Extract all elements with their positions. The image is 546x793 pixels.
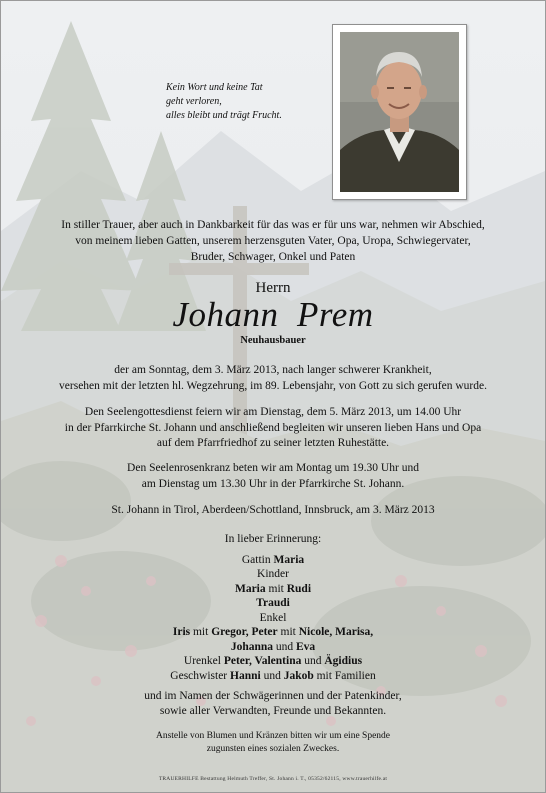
portrait-photo <box>340 32 459 192</box>
mourners-list <box>1 532 545 718</box>
closing-line: und im Namen der Schwägerinnen und der Patenkinder, <box>144 690 402 702</box>
paragraph-line: Den Seelenrosenkranz beten wir am Montag um 19.30 Uhr und <box>127 462 419 474</box>
paragraph-line: auf dem Pfarrfriedhof zu seiner letzten Ruhestätte. <box>156 437 390 449</box>
label: Gattin <box>241 553 271 566</box>
occupation: Neuhausbauer <box>240 335 306 346</box>
connector: mit <box>192 626 209 638</box>
mourner-line-wife <box>1 553 545 568</box>
connector: und <box>275 640 294 653</box>
mourner-line-child <box>1 582 545 597</box>
label: Urenkel <box>183 655 221 667</box>
name: Maria <box>234 582 266 595</box>
paragraph-line: am Dienstag um 13.30 Uhr in der Pfarrkirche St. Johann. <box>141 477 405 490</box>
memory-heading: In lieber Erinnerung: <box>224 533 322 545</box>
intro-line: In stiller Trauer, aber auch in Dankbarkeit für das was er für uns war, nehmen wir Abschied, <box>61 219 485 231</box>
first-name: Johann <box>172 295 279 334</box>
connector: mit <box>280 626 296 638</box>
name: Jakob <box>283 669 314 682</box>
quote-line: geht verloren, <box>166 96 222 107</box>
name: Hanni <box>230 669 261 682</box>
intro-text <box>1 217 545 265</box>
name: Johanna <box>230 640 273 653</box>
connector: mit Familien <box>316 669 376 682</box>
intro-line: Bruder, Schwager, Onkel und Paten <box>190 251 356 263</box>
funeral-home-footer: TRAUERHILFE Bestattung Helmuth Treffer, St. Johann i. T., 05352/62115, www.trauerhilfe.at <box>158 776 388 782</box>
last-name: Prem <box>297 295 374 334</box>
name: Rudi <box>286 582 312 595</box>
mourner-line-grandchild <box>1 625 545 640</box>
name: Gregor, Peter <box>211 626 278 638</box>
closing-line: sowie aller Verwandten, Freunde und Bekannten. <box>159 704 387 717</box>
mourner-line-child <box>1 596 545 611</box>
name: Peter, Valentina <box>223 655 302 667</box>
death-notice-paragraph <box>1 363 545 394</box>
children-label: Kinder <box>257 568 289 580</box>
place-date-line <box>1 503 545 519</box>
quote-line: alles bleibt und trägt Frucht. <box>166 110 282 121</box>
mourner-line-grandchild <box>1 640 545 655</box>
donation-line: zugunsten eines sozialen Zweckes. <box>206 744 340 754</box>
paragraph-line: in der Pfarrkirche St. Johann und anschließend begleiten wir unseren lieben Hans und Opa <box>64 421 482 434</box>
connector: und <box>263 669 281 682</box>
name: Traudi <box>256 597 290 609</box>
portrait-frame <box>332 24 467 200</box>
connector: und <box>304 655 322 667</box>
deceased-name <box>1 295 545 335</box>
name: Nicole, Marisa, <box>298 626 374 638</box>
donation-line: Anstelle von Blumen und Kränzen bitten wir um eine Spende <box>155 731 391 741</box>
label: Geschwister <box>170 669 228 682</box>
intro-line: von meinem lieben Gatten, unserem herzensguten Vater, Opa, Uropa, Schwiegervater, <box>75 235 471 247</box>
paragraph-line: der am Sonntag, dem 3. März 2013, nach langer schwerer Krankheit, <box>114 364 432 376</box>
quote-line: Kein Wort und keine Tat <box>166 82 263 93</box>
connector: mit <box>268 582 284 595</box>
paragraph-line: versehen mit der letzten hl. Wegzehrung, im 89. Lebensjahr, von Gott zu sich gerufen wurde. <box>59 379 487 392</box>
paragraph-line: St. Johann in Tirol, Aberdeen/Schottland, Innsbruck, am 3. März 2013 <box>111 504 435 516</box>
donation-note <box>1 730 545 756</box>
name: Maria <box>273 553 305 566</box>
memorial-quote <box>166 81 282 123</box>
funeral-mass-paragraph <box>1 405 545 452</box>
name: Ägidius <box>324 655 363 667</box>
salutation: Herrn <box>255 280 291 296</box>
rosary-paragraph <box>1 461 545 492</box>
name: Iris <box>172 626 191 638</box>
paragraph-line: Den Seelengottesdienst feiern wir am Dienstag, dem 5. März 2013, um 14.00 Uhr <box>84 406 462 418</box>
grandchildren-label: Enkel <box>259 611 287 624</box>
name: Eva <box>296 640 316 653</box>
mourner-line-siblings <box>1 669 545 684</box>
mourner-line-great-grandchildren <box>1 654 545 669</box>
